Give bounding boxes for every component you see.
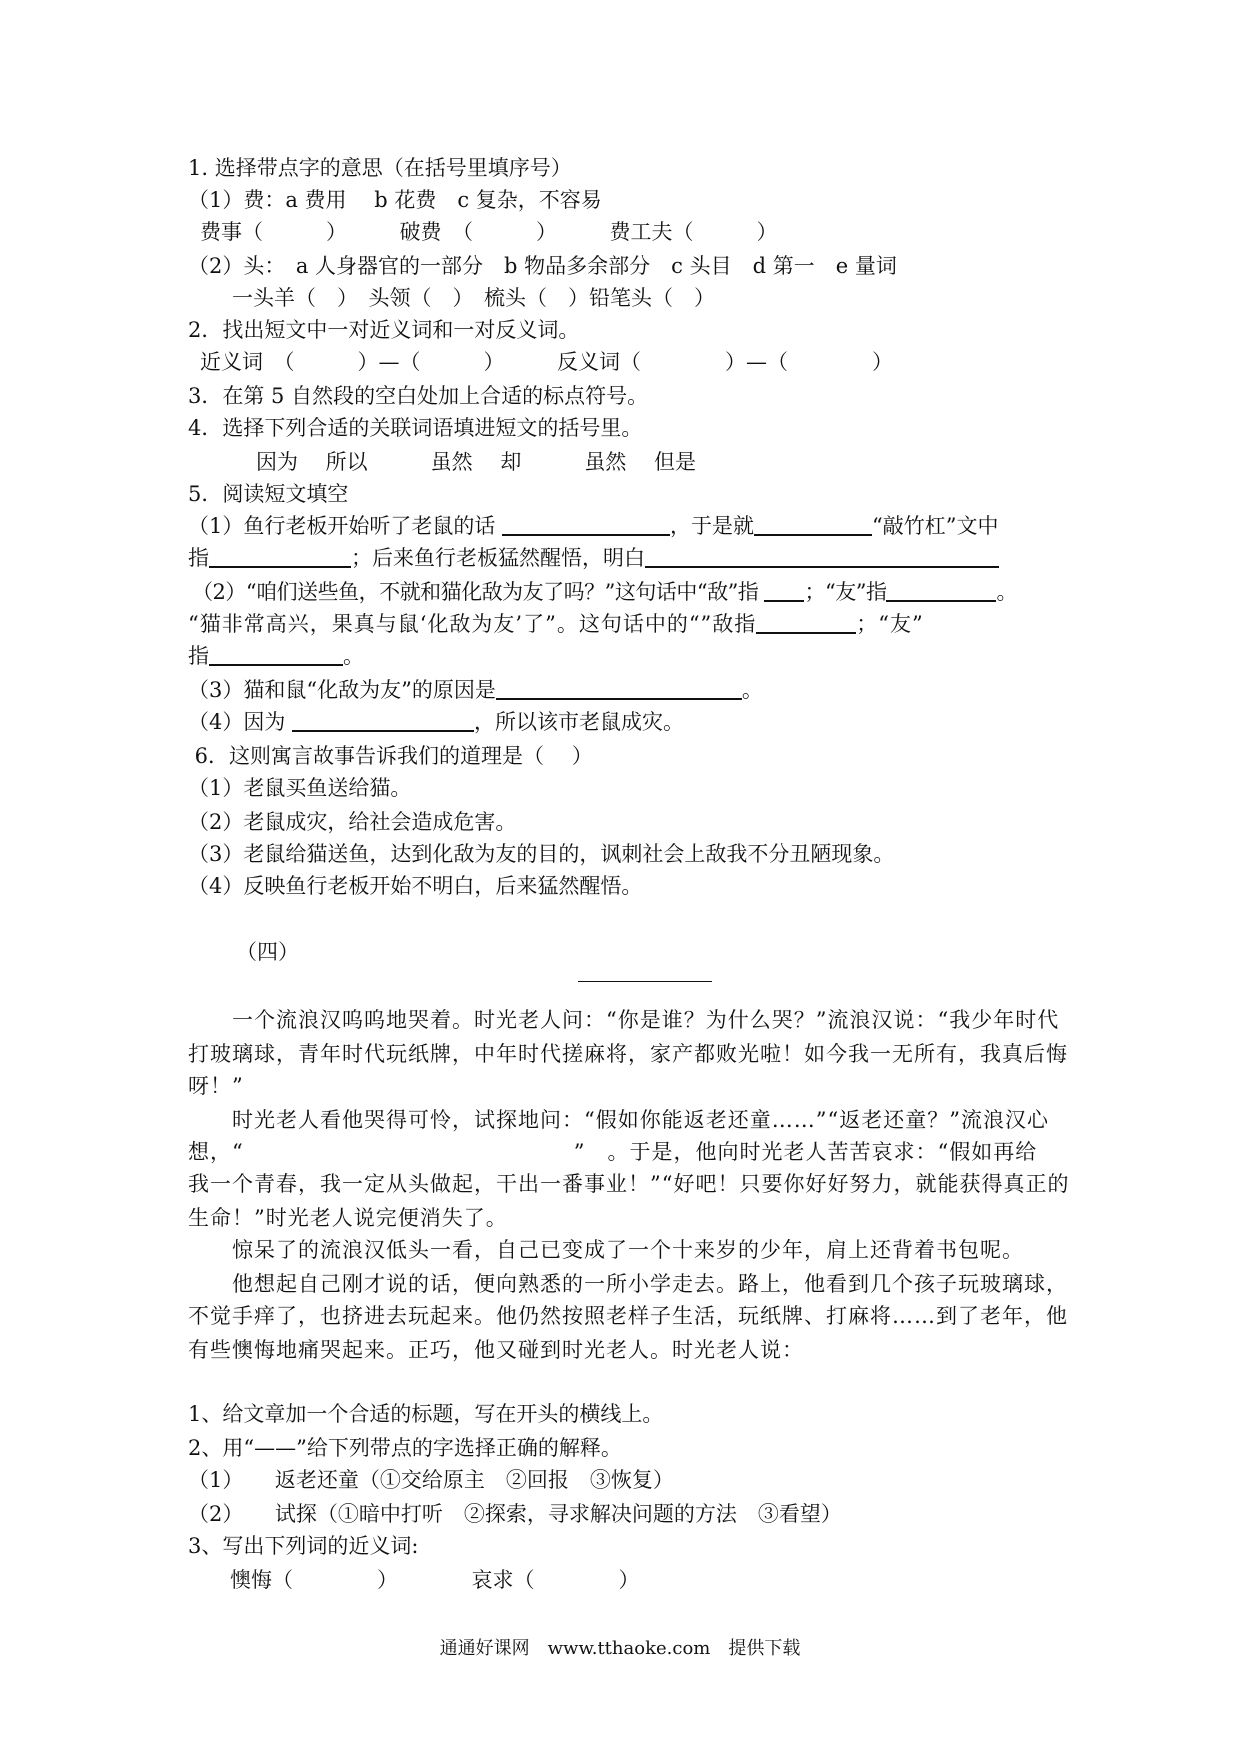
q3-title: 3．在第 5 自然段的空白处加上合适的标点符号。	[188, 384, 649, 408]
s4-question-2-item-2: （2） 试探（①暗中打听 ②探索，寻求解决问题的方法 ③看望）	[188, 1502, 842, 1526]
q5-sub2-line1: （2）“咱们送些鱼，不就和猫化敌为友了吗？”这句话中“敌”指 ；“友”指 。	[192, 580, 1017, 604]
passage-line-9: 他想起自己刚才说的话，便向熟悉的一所小学走去。路上，他看到几个孩子玩玻璃球，	[188, 1272, 1068, 1296]
passage-line-4: 时光老人看他哭得可怜，试探地问：“假如你能返老还童……”“返老还童？”流浪汉心	[188, 1108, 1049, 1132]
title-blank-line[interactable]	[578, 981, 712, 982]
s4-question-3-items: 懊悔（ ） 哀求（ ）	[188, 1568, 640, 1592]
answer-blank[interactable]	[502, 512, 670, 536]
q6-option-4: （4）反映鱼行老板开始不明白，后来猛然醒悟。	[188, 874, 643, 898]
s4-question-2: 2、用“——”给下列带点的字选择正确的解释。	[188, 1436, 622, 1460]
answer-blank[interactable]	[209, 544, 351, 568]
answer-blank[interactable]	[764, 578, 804, 602]
q5-sub2-line2: “猫非常高兴，果真与鼠‘化敌为友’了”。这句话中的“”敌指 ；“友”	[188, 612, 924, 636]
s4-question-2-item-1: （1） 返老还童（①交给原主 ②回报 ③恢复）	[188, 1468, 674, 1492]
footer-source: 通通好课网 www.tthaoke.com 提供下载	[439, 1638, 801, 1659]
answer-blank[interactable]	[645, 544, 999, 568]
passage-line-11: 有些懊悔地痛哭起来。正巧，他又碰到时光老人。时光老人说：	[188, 1338, 804, 1362]
s4-question-1: 1、给文章加一个合适的标题，写在开头的横线上。	[188, 1402, 664, 1426]
q6-option-3: （3）老鼠给猫送鱼，达到化敌为友的目的，讽刺社会上敌我不分丑陋现象。	[188, 842, 895, 866]
passage-line-5: 想，“ ” 。于是，他向时光老人苦苦哀求：“假如再给	[188, 1140, 1038, 1164]
passage-line-2: 打玻璃球，青年时代玩纸牌，中年时代搓麻将，家产都败光啦！如今我一无所有，我真后悔	[188, 1042, 1068, 1066]
passage-line-8: 惊呆了的流浪汉低头一看，自己已变成了一个十来岁的少年，肩上还背着书包呢。	[188, 1238, 1024, 1262]
passage-line-1: 一个流浪汉呜呜地哭着。时光老人问：“你是谁？为什么哭？”流浪汉说：“我少年时代	[188, 1008, 1060, 1032]
answer-blank[interactable]	[756, 610, 856, 634]
answer-blank[interactable]	[496, 676, 742, 700]
q2-answer-line: 近义词 （ ）—（ ） 反义词（ ）—（ ）	[200, 350, 893, 374]
q6-option-1: （1）老鼠买鱼送给猫。	[188, 776, 412, 800]
q1-title: 1. 选择带点字的意思（在括号里填序号）	[188, 156, 572, 180]
q4-word-bank: 因为 所以 虽然 却 虽然 但是	[256, 450, 697, 474]
q1-part1-items: 费事（ ） 破费 （ ） 费工夫（ ）	[200, 220, 778, 244]
answer-blank[interactable]	[209, 642, 343, 666]
q1-part2-items: 一头羊（ ） 头领（ ） 梳头（ ）铅笔头（ ）	[232, 286, 715, 310]
answer-blank[interactable]	[754, 512, 872, 536]
passage-line-6: 我一个青春，我一定从头做起，干出一番事业！”“好吧！只要你好好努力，就能获得真正的	[188, 1172, 1070, 1196]
s4-question-3: 3、写出下列词的近义词:	[188, 1534, 419, 1558]
q1-part1-options: （1）费：a 费用 b 花费 c 复杂，不容易	[188, 188, 602, 212]
q5-sub2-line3: 指 。	[188, 644, 364, 668]
q5-sub4: （4）因为 ，所以该市老鼠成灾。	[188, 710, 685, 734]
passage-line-7: 生命！”时光老人说完便消失了。	[188, 1206, 508, 1230]
q5-sub3: （3）猫和鼠“化敌为友”的原因是 。	[188, 678, 763, 702]
answer-blank[interactable]	[292, 708, 474, 732]
q5-sub1-line2: 指 ；后来鱼行老板猛然醒悟，明白	[188, 543, 999, 573]
passage-line-10: 不觉手痒了，也挤进去玩起来。他仍然按照老样子生活，玩纸牌、打麻将……到了老年，他	[188, 1304, 1068, 1328]
q6-option-2: （2）老鼠成灾，给社会造成危害。	[188, 810, 517, 834]
passage-line-3: 呀！”	[188, 1074, 244, 1098]
section-4-heading: （四）	[236, 940, 299, 964]
q6-title: 6．这则寓言故事告诉我们的道理是（ ）	[188, 744, 593, 768]
answer-blank[interactable]	[886, 578, 996, 602]
q2-title: 2．找出短文中一对近义词和一对反义词。	[188, 318, 580, 342]
q4-title: 4．选择下列合适的关联词语填进短文的括号里。	[188, 416, 643, 440]
q5-title: 5．阅读短文填空	[188, 482, 349, 506]
q5-sub1-line1: （1）鱼行老板开始听了老鼠的话 ，于是就 “敲竹杠”文中	[188, 514, 999, 538]
q1-part2-options: （2）头： a 人身器官的一部分 b 物品多余部分 c 头目 d 第一 e 量词	[188, 254, 897, 278]
